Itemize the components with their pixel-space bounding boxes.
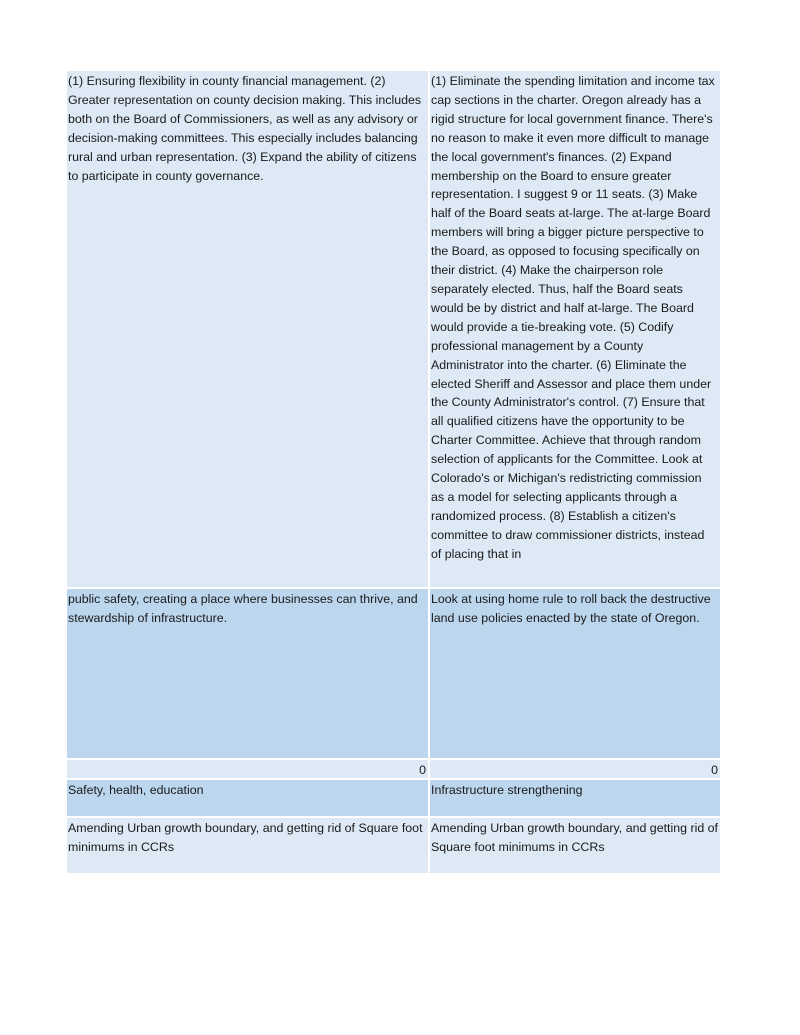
table-cell: (1) Eliminate the spending limitation and income tax cap sections in the charter. Oregon already has a rigid structure for local government finance. There's no reason to make it even more difficult to manage the local government's finances. (2) Expand membership on the Board to ensure greater representation. I suggest 9 or 11 seats. (3) Make half of the Board seats at-large. The at-large Board members will bring a bigger picture perspective to the Board, as opposed to focusing specifically on their district. (4) Make the chairperson role separately elected. Thus, half the Board seats would be by district and half at-large. The Board would provide a tie-breaking vote. (5) Codify professional management by a County Administrator into the charter. (6) Eliminate the elected Sheriff and Assessor and place them under the County Administrator's control. (7) Ensure that all qualified citizens have the opportunity to be Charter Committee. Achieve that through random selection of applicants for the Committee. Look at Colorado's or Michigan's redistricting commission as a model for selecting applicants through a randomized process. (8) Establish a citizen's committee to draw commissioner districts, instead of placing that in (430, 71, 720, 587)
table-cell: Look at using home rule to roll back the destructive land use policies enacted by the state of Oregon. (430, 589, 720, 758)
table-cell-number: 0 (67, 760, 428, 778)
table-cell: Amending Urban growth boundary, and getting rid of Square foot minimums in CCRs (430, 818, 720, 873)
table-cell-number: 0 (430, 760, 720, 778)
table-row (67, 589, 720, 758)
table-row (67, 71, 720, 587)
table-cell: (1) Ensuring flexibility in county financial management. (2) Greater representation on county decision making. This includes both on the Board of Commissioners, as well as any advisory or decision-making committees. This especially includes balancing rural and urban representation. (3) Expand the ability of citizens to participate in county governance. (67, 71, 428, 587)
table-cell: Infrastructure strengthening (430, 780, 720, 816)
table-cell: public safety, creating a place where businesses can thrive, and stewardship of infrastructure. (67, 589, 428, 758)
response-table (67, 71, 720, 875)
table-row (67, 818, 720, 873)
table-row (67, 780, 720, 816)
table-cell: Amending Urban growth boundary, and getting rid of Square foot minimums in CCRs (67, 818, 428, 873)
table-cell: Safety, health, education (67, 780, 428, 816)
table-row (67, 760, 720, 778)
